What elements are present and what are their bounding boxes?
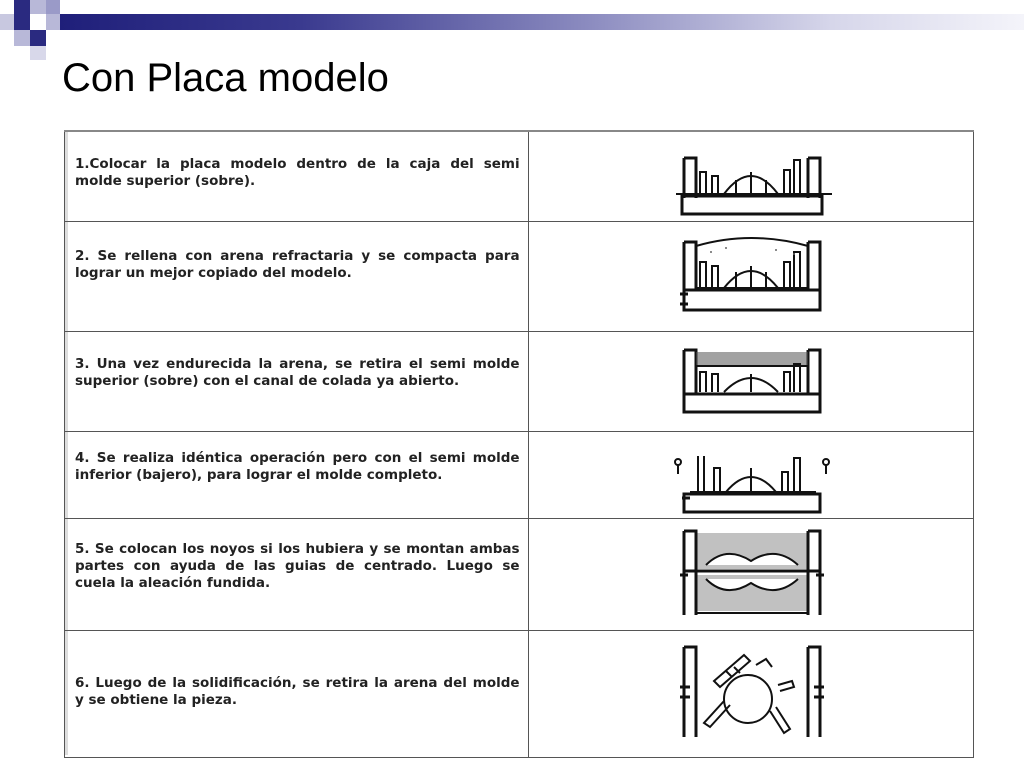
decor-square	[46, 0, 60, 14]
step-figure-cell	[528, 221, 973, 331]
table-row	[65, 518, 974, 630]
mold-step-2-icon	[666, 232, 836, 322]
mold-step-5-icon	[666, 525, 836, 625]
step-figure-cell	[528, 518, 973, 630]
step-description: 4. Se realiza idéntica operación pero con el semi molde inferior (bajero), para lograr el molde completo.	[65, 431, 529, 518]
mold-step-1-icon	[666, 150, 836, 220]
step-figure-cell	[528, 331, 973, 431]
decor-square	[30, 0, 46, 14]
table-row	[65, 431, 974, 518]
decor-square	[46, 14, 60, 30]
header-gradient-band	[60, 14, 1024, 30]
decor-square	[30, 46, 46, 60]
decor-square	[14, 30, 30, 46]
decor-square	[30, 30, 46, 46]
step-description: 2. Se rellena con arena refractaria y se compacta para lograr un mejor copiado del modelo.	[65, 221, 529, 331]
steps-table	[64, 130, 974, 758]
table-row	[65, 221, 974, 331]
mold-step-6-icon	[666, 641, 836, 751]
step-figure-cell	[528, 630, 973, 757]
step-description: 1.Colocar la placa modelo dentro de la caja del semi molde superior (sobre).	[65, 131, 529, 221]
mold-step-3-icon	[666, 342, 836, 422]
step-description: 5. Se colocan los noyos si los hubiera y se montan ambas partes con ayuda de las guias de centrado. Luego se cuela la aleación fundida.	[65, 518, 529, 630]
decor-square	[14, 0, 30, 14]
decor-square	[0, 14, 14, 30]
slide-title: Con Placa modelo	[62, 56, 389, 100]
step-description: 3. Una vez endurecida la arena, se retira el semi molde superior (sobre) con el canal de colada ya abierto.	[65, 331, 529, 431]
decor-square	[14, 14, 30, 30]
decor-square	[30, 14, 46, 30]
step-description: 6. Luego de la solidificación, se retira la arena del molde y se obtiene la pieza.	[65, 630, 529, 757]
table-row	[65, 630, 974, 757]
table-row	[65, 131, 974, 221]
mold-step-4-icon	[666, 438, 836, 518]
step-figure-cell	[528, 131, 973, 221]
step-figure-cell	[528, 431, 973, 518]
table-row	[65, 331, 974, 431]
